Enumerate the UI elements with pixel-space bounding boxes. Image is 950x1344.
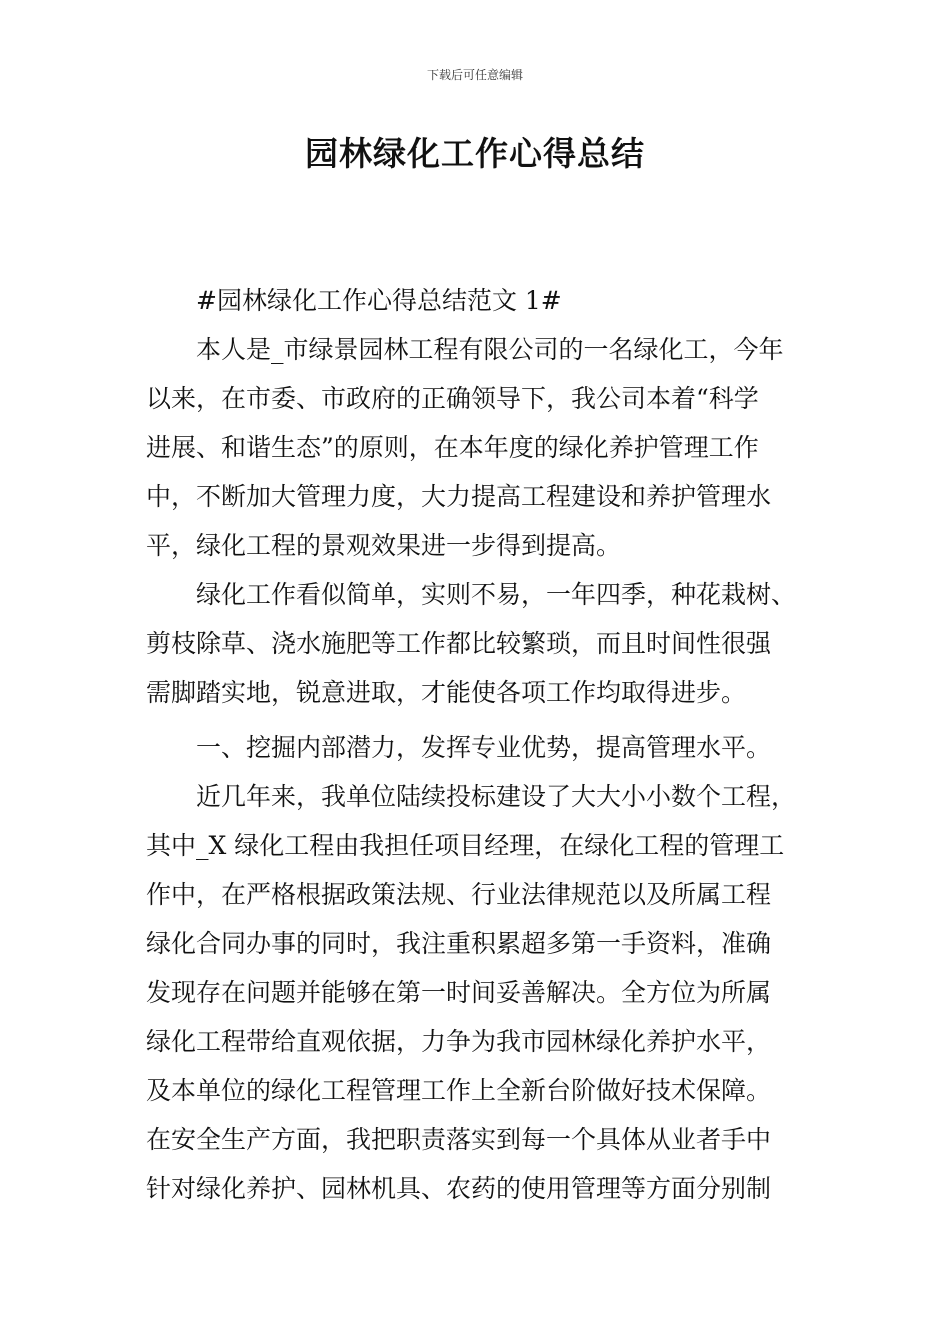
body-line: 平，绿化工程的景观效果进一步得到提高。 — [146, 531, 622, 560]
section-heading: 一、挖掘内部潜力，发挥专业优势，提高管理水平。 — [196, 733, 772, 762]
body-line: 近几年来，我单位陆续投标建设了大大小小数个工程， — [196, 782, 797, 811]
body-line: 作中，在严格根据政策法规、行业法律规范以及所属工程 — [146, 880, 772, 909]
body-line: 进展、和谐生态”的原则，在本年度的绿化养护管理工作 — [146, 433, 759, 462]
header-note: 下载后可任意编辑 — [426, 68, 523, 82]
body-line: 绿化工程带给直观依据，力争为我市园林绿化养护水平， — [146, 1027, 772, 1056]
section-heading: #园林绿化工作心得总结范文 1# — [196, 286, 562, 315]
body-line: 绿化合同办事的同时，我注重积累超多第一手资料，准确 — [146, 929, 772, 958]
body-line: 及本单位的绿化工程管理工作上全新台阶做好技术保障。 — [146, 1076, 772, 1105]
body-line: 在安全生产方面，我把职责落实到每一个具体从业者手中 — [146, 1125, 772, 1154]
body-line: 针对绿化养护、园林机具、农药的使用管理等方面分别制 — [146, 1174, 772, 1203]
body-line: 中，不断加大管理力度，大力提高工程建设和养护管理水 — [146, 482, 772, 511]
body-line: 以来，在市委、市政府的正确领导下，我公司本着“科学 — [146, 384, 759, 413]
body-line: 发现存在问题并能够在第一时间妥善解决。全方位为所属 — [146, 978, 772, 1007]
body-line: 剪枝除草、浇水施肥等工作都比较繁琐，而且时间性很强 — [146, 629, 772, 658]
document-title: 园林绿化工作心得总结 — [305, 134, 645, 173]
body-line: 需脚踏实地，锐意进取，才能使各项工作均取得进步。 — [146, 678, 747, 707]
body-line: 绿化工作看似简单，实则不易，一年四季，种花栽树、 — [196, 580, 797, 609]
body-line: 其中_X 绿化工程由我担任项目经理，在绿化工程的管理工 — [146, 831, 785, 860]
body-line: 本人是_市绿景园林工程有限公司的一名绿化工，今年 — [196, 335, 784, 364]
